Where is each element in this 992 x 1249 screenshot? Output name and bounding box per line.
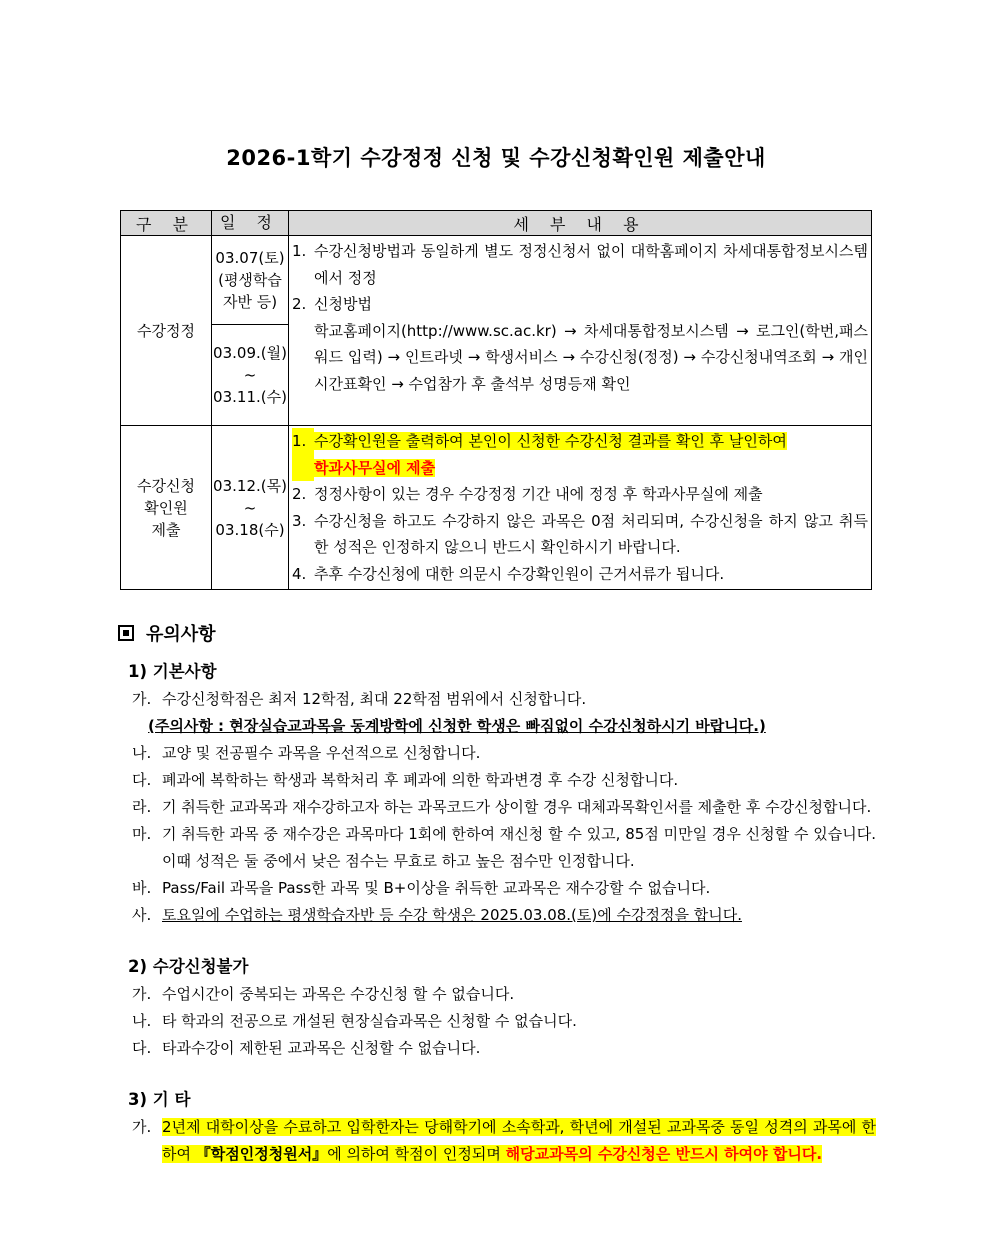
restrictions-list <box>118 981 876 1062</box>
detail-item: 4. 추후 수강신청에 대한 의문시 수강확인원이 근거서류가 됩니다. <box>292 564 725 583</box>
details-confirmation <box>289 426 872 590</box>
list-item: 가. 수강신청학점은 최저 12학점, 최대 22학점 범위에서 신청합니다. <box>132 690 587 708</box>
date-line: (평생학습 <box>218 271 282 289</box>
detail-item: 2. 정정사항이 있는 경우 수강정정 기간 내에 정정 후 학과사무실에 제출 <box>292 485 763 503</box>
notes-section <box>118 620 876 1168</box>
list-item: 다. 폐과에 복학하는 학생과 복학처리 후 폐과에 의한 학과변경 후 수강 신청합니다. <box>132 771 679 789</box>
label-line: 수강신청 <box>137 476 195 495</box>
list-item: 바. Pass/Fail 과목을 Pass한 과목 및 B+이상을 취득한 교과목은 재수강할 수 없습니다. <box>132 879 711 897</box>
date-weekday <box>212 325 289 426</box>
list-item: 라. 기 취득한 교과목과 재수강하고자 하는 과목코드가 상이할 경우 대체과목확인서를 제출한 후 수강신청합니다. <box>132 798 872 816</box>
table-row-confirmation <box>121 426 872 590</box>
header-details: 세 부 내 용 <box>289 211 872 236</box>
square-bullet-icon <box>118 625 134 641</box>
schedule-table <box>120 210 872 590</box>
category-correction: 수강정정 <box>121 236 212 426</box>
list-item: 마. 기 취득한 과목 중 재수강은 과목마다 1회에 한하여 재신청 할 수 있고, 85점 미만일 경우 신청할 수 있습니다. 이때 성적은 둘 중에서 낮은 점수는 무효로 하고 높은 점수만 인정합니다. <box>132 825 876 870</box>
others-heading: 3) 기 타 <box>128 1090 191 1109</box>
date-line: 03.11.(수) <box>213 388 287 406</box>
date-saturday <box>212 236 289 325</box>
others-list <box>118 1114 876 1168</box>
date-line: 03.07(토) <box>215 249 285 267</box>
list-item: 가. 수업시간이 중복되는 과목은 수강신청 할 수 없습니다. <box>132 985 515 1003</box>
date-line: 03.12.(목) <box>213 476 287 495</box>
header-schedule: 일 정 <box>212 211 289 236</box>
basic-list <box>118 686 876 929</box>
label-line: 확인원 <box>144 498 188 517</box>
detail-procedure: 학교홈페이지(http://www.sc.ac.kr) → 차세대통합정보시스템 → 로그인(학번,패스워드 입력) → 인트라넷 → 학생서비스 → 수강신청(정정) → 수강신청내역조회 → 개인시간표확인 → 수업참가 후 출석부 성명등재 확인 <box>314 321 868 393</box>
table-row-correction-1 <box>121 236 872 325</box>
list-item: 사. 토요일에 수업하는 평생학습자반 등 수강 학생은 2025.03.08.(토)에 수강정정을 합니다. <box>132 906 742 924</box>
detail-item: 3. 수강신청을 하고도 수강하지 않은 과목은 0점 처리되며, 수강신청을 하지 않고 취득한 성적은 인정하지 않으니 반드시 확인하시기 바랍니다. <box>292 511 868 556</box>
table-header-row <box>121 211 872 236</box>
list-item: 가. 2년제 대학이상을 수료하고 입학한자는 당해학기에 소속학과, 학년에 개설된 교과목중 동일 성격의 과목에 한하여 『학점인정청원서』에 의하여 학점이 인정되며 해당교과목의 수강신청은 반드시 하여야 합니다. <box>132 1118 876 1163</box>
header-category: 구 분 <box>121 211 212 236</box>
details-correction <box>289 236 872 426</box>
detail-item-highlighted: 1. 수강확인원을 출력하여 본인이 신청한 수강신청 결과를 확인 후 날인하여 학과사무실에 제출 <box>292 428 868 481</box>
date-line: 자반 등) <box>222 293 278 311</box>
date-line: ~ <box>243 498 257 517</box>
date-line: 03.18(수) <box>215 520 285 539</box>
list-item: 다. 타과수강이 제한된 교과목은 신청할 수 없습니다. <box>132 1039 481 1057</box>
date-line: ~ <box>243 366 257 384</box>
caution-note: (주의사항 : 현장실습교과목을 동계방학에 신청한 학생은 빠짐없이 수강신청하시기 바랍니다.) <box>148 717 766 735</box>
notes-heading: 유의사항 <box>118 620 876 646</box>
date-confirmation <box>212 426 289 590</box>
category-confirmation <box>121 426 212 590</box>
list-item: 나. 타 학과의 전공으로 개설된 현장실습과목은 신청할 수 없습니다. <box>132 1012 577 1030</box>
basic-heading: 1) 기본사항 <box>128 662 217 681</box>
label-line: 제출 <box>151 520 181 539</box>
restrictions-heading: 2) 수강신청불가 <box>128 957 249 976</box>
detail-item: 1. 수강신청방법과 동일하게 별도 정정신청서 없이 대학홈페이지 차세대통합정보시스템에서 정정 <box>292 242 868 287</box>
page-title: 2026-1학기 수강정정 신청 및 수강신청확인원 제출안내 <box>226 146 766 170</box>
detail-item: 2. 신청방법 <box>292 295 372 313</box>
list-item: 나. 교양 및 전공필수 과목을 우선적으로 신청합니다. <box>132 744 481 762</box>
date-line: 03.09.(월) <box>213 344 287 362</box>
